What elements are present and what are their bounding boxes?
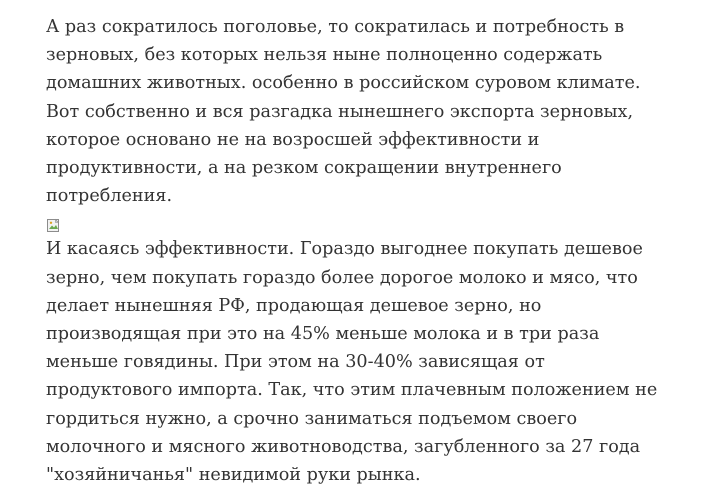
- text-line: гордиться нужно, а срочно заниматься подъемом своего: [46, 408, 578, 429]
- text-line: меньше говядины. При этом на 30-40% зависящая от: [46, 352, 545, 373]
- text-line: продуктивности, а на резком сокращении внутреннего: [46, 158, 562, 179]
- text-line: И касаясь эффективности. Гораздо выгоднее покупать дешевое: [46, 239, 643, 260]
- text-line: зерновых, без которых нельзя ныне полноценно содержать: [46, 45, 603, 66]
- text-line: домашних животных. особенно в российском суровом климате.: [46, 73, 641, 94]
- text-line: молочного и мясного животноводства, загубленного за 27 года: [46, 436, 641, 457]
- text-line: которое основано не на возросшей эффективности и: [46, 129, 540, 150]
- text-line: потребления.: [46, 186, 173, 207]
- text-line: А раз сократилось поголовье, то сократилась и потребность в: [46, 17, 625, 37]
- text-line: продуктового импорта. Так, что этим плачевным положением не: [46, 380, 658, 401]
- text-line: зерно, чем покупать гораздо более дорогое молоко и мясо, что: [46, 267, 638, 288]
- article-body: [46, 13, 686, 489]
- text-line: "хозяйничанья" невидимой руки рынка.: [46, 465, 421, 486]
- paragraph-1: [46, 13, 686, 210]
- broken-image-icon: [46, 215, 62, 231]
- text-line: делает нынешняя РФ, продающая дешевое зерно, но: [46, 295, 542, 316]
- image-placeholder-icon: [46, 218, 62, 234]
- text-line: Вот собственно и вся разгадка нынешнего экспорта зерновых,: [46, 101, 634, 122]
- paragraph-2: [46, 235, 686, 489]
- text-line: производящая при это на 45% меньше молока и в три раза: [46, 324, 600, 345]
